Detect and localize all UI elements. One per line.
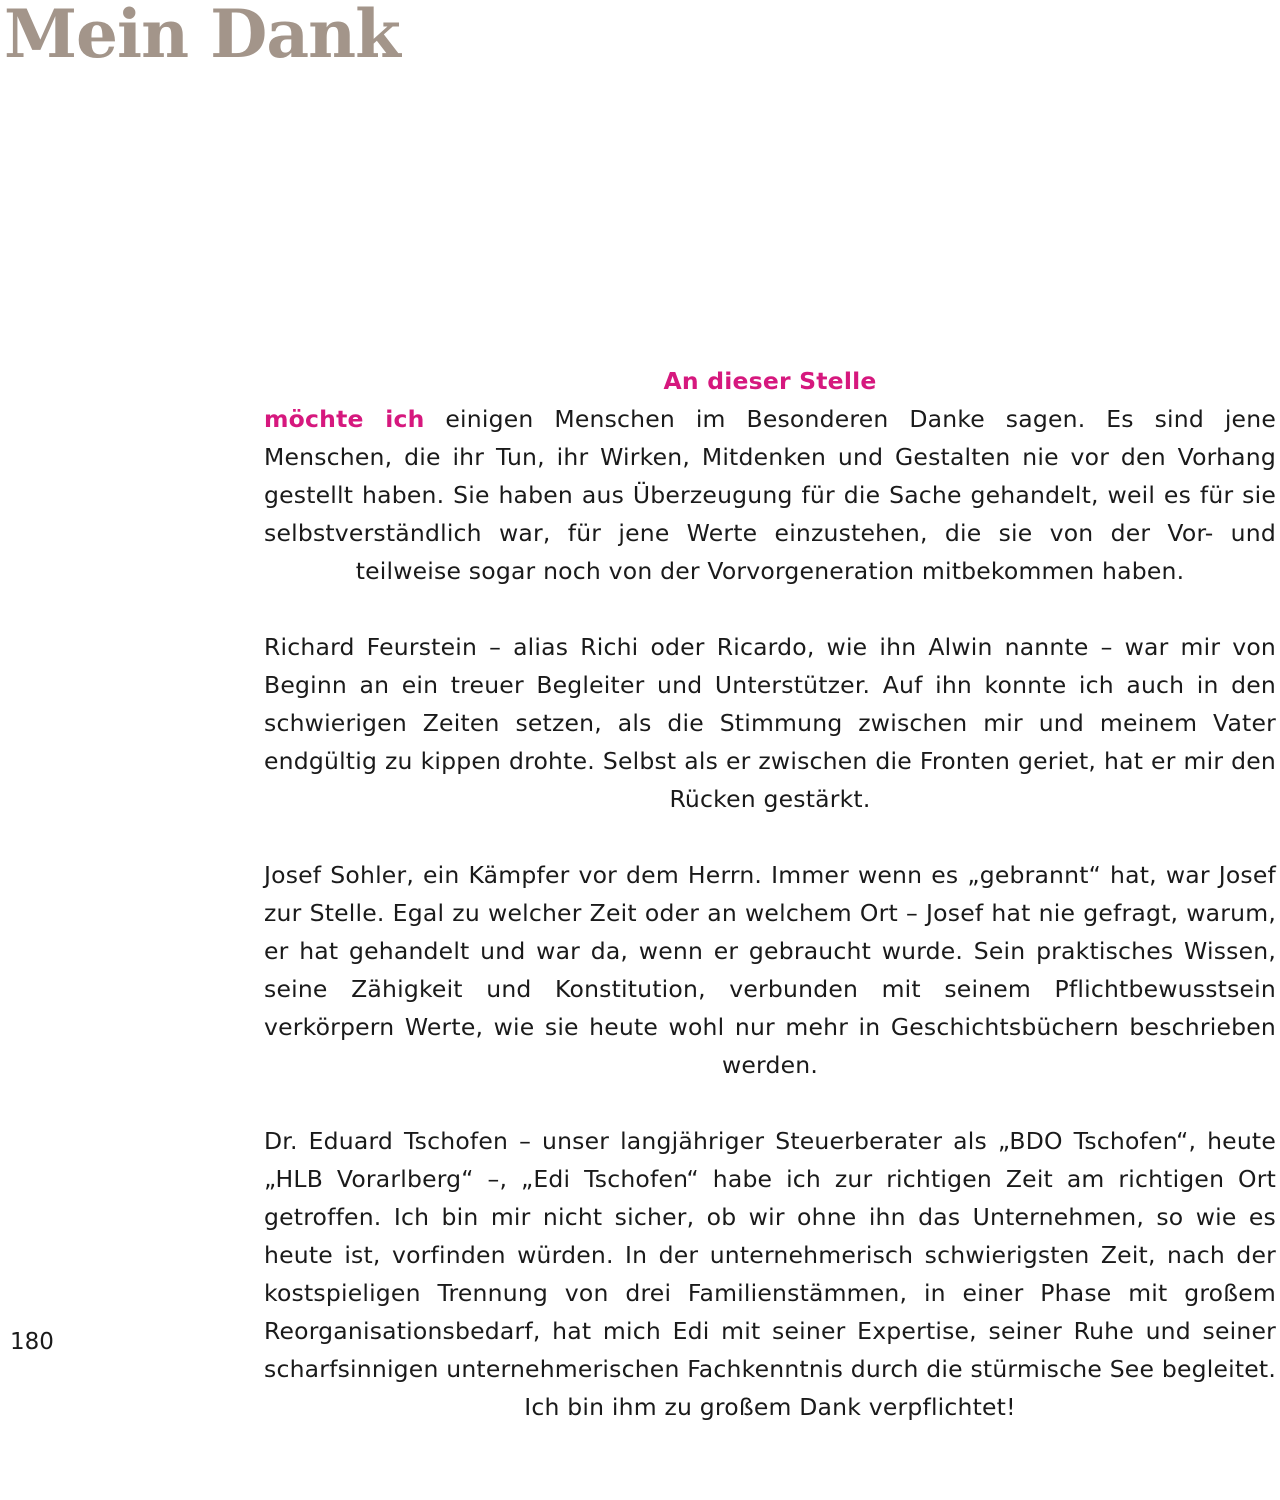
paragraph-eduard-tschofen: Dr. Eduard Tschofen – unser langjähriger Steuerberater als „BDO Tschofen“, heute „HLB Vorarlberg“ –, „Edi Tschofen“ habe ich zur richtigen Zeit am richtigen Ort getroffen. Ich bin mir nicht sicher, ob wir ohne ihn das Unternehmen, so wie es heute ist, vorfinden würden. In der unternehmerisch schwierigsten Zeit, nach der kostspieligen Trennung von drei Familienstämmen, in einer Phase mit großem Reorganisationsbedarf, hat mich Edi mit seiner Expertise, seiner Ruhe und seiner scharfsinnigen unternehmerischen Fachkenntnis durch die stürmische See begleitet. Ich bin ihm zu großem Dank verpflichtet!: [264, 1127, 1276, 1421]
lead-heading: An dieser Stelle: [663, 367, 877, 395]
paragraph-richard-feurstein: Richard Feurstein – alias Richi oder Ricardo, wie ihn Alwin nannte – war mir von Beginn an ein treuer Begleiter und Unterstützer. Auf ihn konnte ich auch in den schwierigen Zeiten setzen, als die Stimmung zwischen mir und meinem Vater endgültig zu kippen drohte. Selbst als er zwischen die Fronten geriet, hat er mir den Rücken gestärkt.: [264, 633, 1276, 813]
intro-paragraph: [264, 362, 1276, 590]
page-number: 180: [10, 1329, 54, 1355]
body-text: [264, 362, 1276, 1464]
lead-emphasis: möchte ich: [264, 405, 425, 433]
intro-text: einigen Menschen im Besonderen Danke sagen. Es sind jene Menschen, die ihr Tun, ihr Wirken, Mitdenken und Gestalten nie vor den Vorhang gestellt haben. Sie haben aus Überzeugung für die Sache gehandelt, weil es für sie selbstverständlich war, für jene Werte einzustehen, die sie von der Vor- und teilweise sogar noch von der Vorvorgeneration mitbekommen haben.: [264, 405, 1276, 585]
page-title: Mein Dank: [4, 0, 400, 73]
paragraph-josef-sohler: Josef Sohler, ein Kämpfer vor dem Herrn. Immer wenn es „gebrannt“ hat, war Josef zur Stelle. Egal zu welcher Zeit oder an welchem Ort – Josef hat nie gefragt, warum, er hat gehandelt und war da, wenn er gebraucht wurde. Sein praktisches Wissen, seine Zähigkeit und Konstitution, verbunden mit seinem Pflichtbewusstsein verkörpern Werte, wie sie heute wohl nur mehr in Geschichtsbüchern beschrieben werden.: [264, 861, 1276, 1079]
